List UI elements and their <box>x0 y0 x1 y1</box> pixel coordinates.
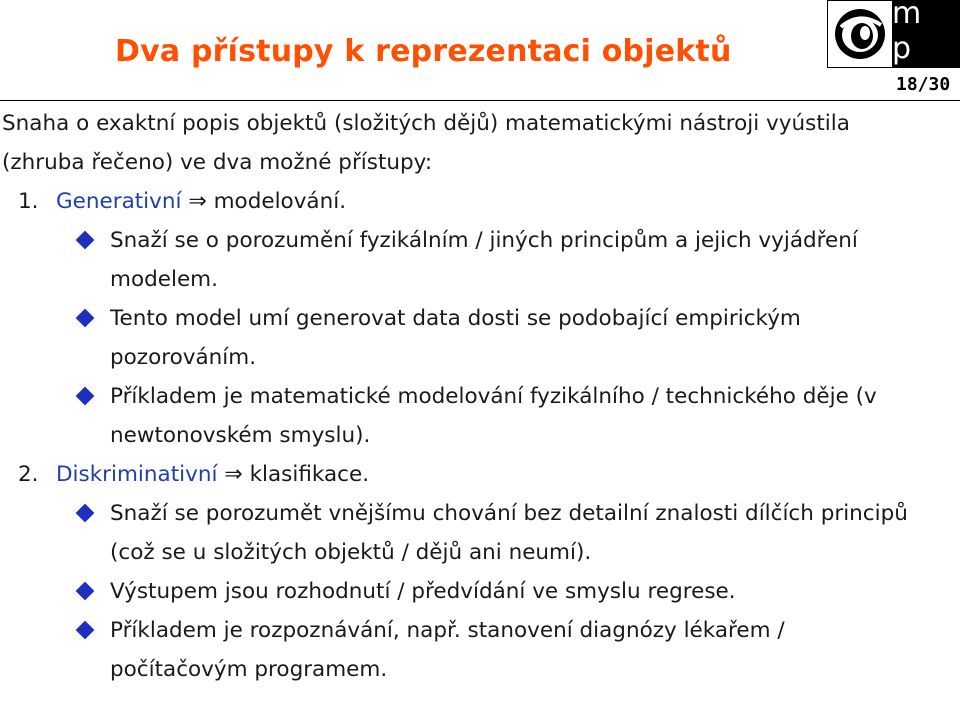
bullet-text: Snaží se o porozumění fyzikálním / jiných principům a jejich vyjádření modelem. <box>110 228 858 292</box>
bullet-text: Tento model umí generovat data dosti se podobající empirickým pozorováním. <box>110 306 801 370</box>
diamond-bullet-icon <box>76 387 95 406</box>
bullet-text: Snaží se porozumět vnějšímu chování bez detailní znalosti dílčích principů (což se u složitých objektů / dějů ani neumí). <box>110 501 908 565</box>
diamond-bullet-icon <box>76 309 95 328</box>
diamond-bullet-icon <box>76 621 95 640</box>
diamond-bullet-icon <box>76 582 95 601</box>
header-divider <box>0 100 960 101</box>
page-indicator: 18/30 <box>896 74 951 95</box>
term-diskriminativni: Diskriminativní <box>56 462 218 487</box>
slide-title: Dva přístupy k reprezentaci objektů <box>115 34 732 69</box>
list-item <box>0 299 925 377</box>
implies-arrow-icon: ⇒ <box>188 189 207 214</box>
list-item <box>0 572 925 611</box>
slide-body <box>0 104 925 689</box>
intro-paragraph: Snaha o exaktní popis objektů (složitých dějů) matematickými nástroji vyústila (zhruba řečeno) ve dva možné přístupy: <box>2 111 850 175</box>
bullet-text: Příkladem je rozpoznávání, např. stanovení diagnózy lékařem / počítačovým programem. <box>110 618 785 682</box>
bullet-text: Výstupem jsou rozhodnutí / předvídání ve smyslu regrese. <box>110 579 736 604</box>
diamond-bullet-icon <box>76 231 95 250</box>
list-item <box>0 221 925 299</box>
enum-item-2 <box>0 455 925 494</box>
list-item <box>0 377 925 455</box>
list-item <box>0 611 925 689</box>
enum-result: klasifikace. <box>249 462 370 487</box>
diamond-bullet-icon <box>76 504 95 523</box>
enum-item-1 <box>0 182 925 221</box>
enum-number: 2. <box>18 462 39 487</box>
enum-result: modelování. <box>213 189 347 214</box>
bullet-text: Příkladem je matematické modelování fyzikálního / technického děje (v newtonovském smyslu). <box>110 384 877 448</box>
eye-logo-icon <box>828 1 892 67</box>
logo-letters: m p <box>892 1 959 67</box>
implies-arrow-icon: ⇒ <box>224 462 243 487</box>
logo <box>827 0 960 68</box>
term-generativni: Generativní <box>56 189 182 214</box>
list-item <box>0 494 925 572</box>
enum-number: 1. <box>18 189 39 214</box>
